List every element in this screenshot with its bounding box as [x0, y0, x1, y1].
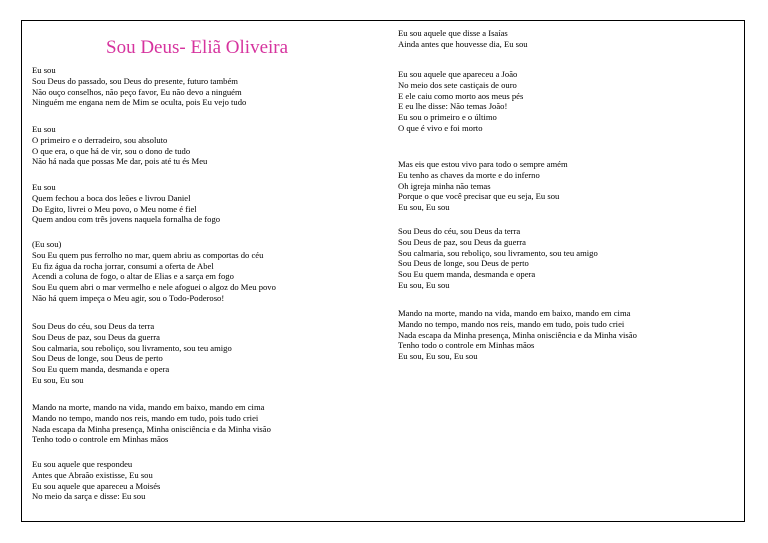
lyric-line: Eu tenho as chaves da morte e do inferno	[398, 169, 540, 180]
lyric-line: Eu sou	[32, 124, 56, 134]
stanza	[32, 124, 207, 167]
lyric-line: Ninguém me engana nem de Mim se oculta, pois Eu vejo tudo	[32, 97, 247, 108]
stanza	[32, 402, 271, 445]
lyric-line: Mando na morte, mando na vida, mando em baixo, mando em cima	[32, 402, 265, 412]
lyric-line: Quem fechou a boca dos leões e livrou Daniel	[32, 192, 191, 203]
lyric-line: Sou Deus de longe, sou Deus de perto	[398, 258, 529, 269]
lyric-line: Eu sou, Eu sou, Eu sou	[398, 351, 478, 362]
stanza	[32, 321, 232, 386]
lyrics-page	[21, 20, 745, 522]
lyric-line: Eu sou aquele que respondeu	[32, 459, 133, 469]
stanza	[32, 459, 160, 502]
lyric-line: Nada escapa da Minha presença, Minha onisciência e da Minha visão	[398, 329, 637, 340]
lyric-line: No meio da sarça e disse: Eu sou	[32, 491, 146, 502]
lyric-line: Eu sou o primeiro e o último	[398, 112, 497, 123]
lyric-line: Sou calmaria, sou reboliço, sou livramento, sou teu amigo	[32, 342, 232, 353]
lyric-line: Sou Deus do passado, sou Deus do presente, futuro também	[32, 75, 238, 86]
lyric-line: Mas eis que estou vivo para todo o sempre amém	[398, 159, 568, 169]
lyric-line: Sou Deus de paz, sou Deus da guerra	[32, 331, 160, 342]
lyric-line: Eu sou aquele que disse a Isaías	[398, 28, 508, 38]
lyric-line: Eu sou	[32, 65, 56, 75]
lyric-line: Do Egito, livrei o Meu povo, o Meu nome é fiel	[32, 203, 197, 214]
stanza	[398, 226, 598, 291]
lyric-line: Não há quem impeça o Meu agir, sou o Todo-Poderoso!	[32, 292, 225, 303]
lyric-line: Sou Deus de paz, sou Deus da guerra	[398, 236, 526, 247]
lyric-line: Mando na morte, mando na vida, mando em baixo, mando em cima	[398, 308, 631, 318]
lyric-line: Eu sou, Eu sou	[398, 202, 450, 213]
stanza	[398, 69, 523, 134]
lyric-line: Antes que Abraão existisse, Eu sou	[32, 469, 153, 480]
lyric-line: Sou Deus do céu, sou Deus da terra	[32, 321, 155, 331]
song-title: Sou Deus- Eliã Oliveira	[106, 37, 289, 58]
lyric-line: Eu sou	[32, 182, 56, 192]
lyric-line: Quem andou com três jovens naquela fornalha de fogo	[32, 214, 221, 225]
stanza	[398, 28, 528, 50]
stanza	[32, 182, 220, 225]
lyric-line: Não há nada que possas Me dar, pois até tu és Meu	[32, 156, 208, 167]
stanza	[32, 239, 276, 304]
lyric-line: O que é vivo e foi morto	[398, 122, 483, 133]
lyric-line: Eu sou aquele que apareceu a João	[398, 69, 518, 79]
lyric-line: Não ouço conselhos, não peço favor, Eu não devo a ninguém	[32, 86, 242, 97]
lyric-line: Sou Deus do céu, sou Deus da terra	[398, 226, 521, 236]
stanza	[398, 308, 637, 362]
lyric-line: Oh igreja minha não temas	[398, 180, 491, 191]
lyric-line: Acendi a coluna de fogo, o altar de Elias e a sarça em fogo	[32, 271, 234, 282]
lyric-line: Nada escapa da Minha presença, Minha onisciência e da Minha visão	[32, 423, 271, 434]
stanza	[398, 159, 568, 213]
lyric-line: Sou calmaria, sou reboliço, sou livramento, sou teu amigo	[398, 247, 598, 258]
lyric-line: Tenho todo o controle em Minhas mãos	[398, 340, 535, 351]
lyric-line: Porque o que você precisar que eu seja, Eu sou	[398, 191, 560, 202]
lyric-line: O que era, o que há de vir, sou o dono de tudo	[32, 145, 191, 156]
lyric-line: Sou Eu quem manda, desmanda e opera	[398, 269, 536, 280]
lyric-line: Eu fiz água da rocha jorrar, consumi a oferta de Abel	[32, 260, 214, 271]
stanza	[32, 65, 246, 108]
lyric-line: O primeiro e o derradeiro, sou absoluto	[32, 134, 168, 145]
lyric-line: Sou Eu quem pus ferrolho no mar, quem abriu as comportas do céu	[32, 249, 264, 260]
lyric-line: (Eu sou)	[32, 239, 62, 249]
lyric-line: E ele caiu como morto aos meus pés	[398, 90, 524, 101]
lyric-line: Sou Deus de longe, sou Deus de perto	[32, 353, 163, 364]
lyric-line: Tenho todo o controle em Minhas mãos	[32, 434, 169, 445]
lyric-line: Eu sou aquele que apareceu a Moisés	[32, 480, 161, 491]
lyric-line: Ainda antes que houvesse dia, Eu sou	[398, 38, 528, 49]
lyric-line: Sou Eu quem abri o mar vermelho e nele afoguei o algoz do Meu povo	[32, 282, 276, 293]
lyric-line: E eu lhe disse: Não temas João!	[398, 101, 508, 112]
lyric-line: Mando no tempo, mando nos reis, mando em tudo, pois tudo criei	[32, 412, 259, 423]
lyric-line: Eu sou, Eu sou	[398, 279, 450, 290]
lyric-line: No meio dos sete castiçais de ouro	[398, 79, 517, 90]
lyric-line: Sou Eu quem manda, desmanda e opera	[32, 364, 170, 375]
lyric-line: Mando no tempo, mando nos reis, mando em tudo, pois tudo criei	[398, 318, 625, 329]
lyric-line: Eu sou, Eu sou	[32, 374, 84, 385]
